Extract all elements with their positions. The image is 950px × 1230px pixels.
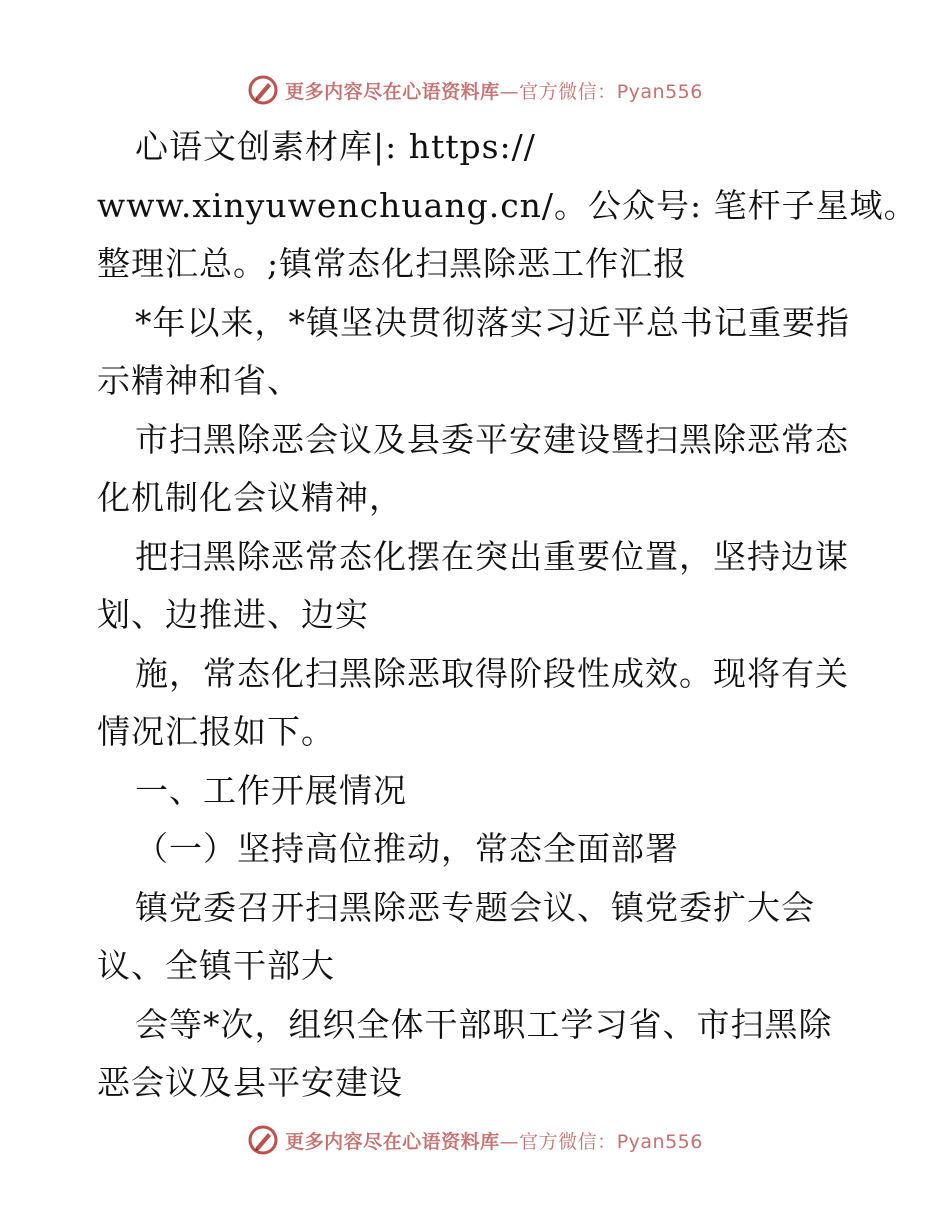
text-line: 镇党委召开扫黑除恶专题会议、镇党委扩大会: [135, 887, 815, 927]
text-line: 施，常态化扫黑除恶取得阶段性成效。现将有关: [135, 653, 849, 693]
banner-dash: —: [499, 1130, 520, 1153]
banner-content: [247, 1124, 703, 1156]
text-line: 心语文创素材库|: https://: [135, 127, 536, 166]
text-line: *年以来，*镇坚决贯彻落实习近平总书记重要指: [135, 302, 850, 342]
text-line: 市扫黑除恶会议及县委平安建设暨扫黑除恶常态: [135, 419, 849, 459]
text-line: 议、全镇干部大: [97, 946, 335, 985]
header-watermark-banner: [0, 70, 950, 110]
banner-main-text: 更多内容尽在心语资料库: [285, 1130, 500, 1153]
banner-account: Pyan556: [616, 80, 703, 103]
banner-wechat-label: 官方微信：: [519, 80, 617, 103]
banner-account: Pyan556: [616, 1130, 703, 1153]
text-line: 整理汇总。;镇常态化扫黑除恶工作汇报: [97, 244, 688, 283]
text-line: 把扫黑除恶常态化摆在突出重要位置，坚持边谋: [135, 536, 849, 576]
banner-text: [285, 1127, 703, 1154]
banner-main-text: 更多内容尽在心语资料库: [285, 80, 500, 103]
banner-content: [247, 74, 703, 106]
section-heading: 一、工作开展情况: [135, 770, 407, 810]
text-line: 化机制化会议精神，: [97, 478, 403, 517]
banner-wechat-label: 官方微信：: [519, 1130, 617, 1153]
text-line: 情况汇报如下。: [97, 712, 335, 751]
text-line: 恶会议及县平安建设: [97, 1063, 403, 1102]
subsection-heading: （一）坚持高位推动，常态全面部署: [135, 829, 679, 868]
banner-dash: —: [499, 80, 520, 103]
text-line: 划、边推进、边实: [97, 595, 369, 634]
document-body: [97, 118, 918, 1113]
text-line: www.xinyuwenchuang.cn/。公众号: 笔杆子星域。: [97, 185, 918, 225]
pen-logo-icon: [247, 1124, 279, 1156]
text-line: 示精神和省、: [97, 361, 301, 400]
text-line: 会等*次，组织全体干部职工学习省、市扫黑除: [135, 1004, 833, 1044]
pen-logo-icon: [247, 74, 279, 106]
banner-text: [285, 77, 703, 104]
footer-watermark-banner: [0, 1120, 950, 1160]
